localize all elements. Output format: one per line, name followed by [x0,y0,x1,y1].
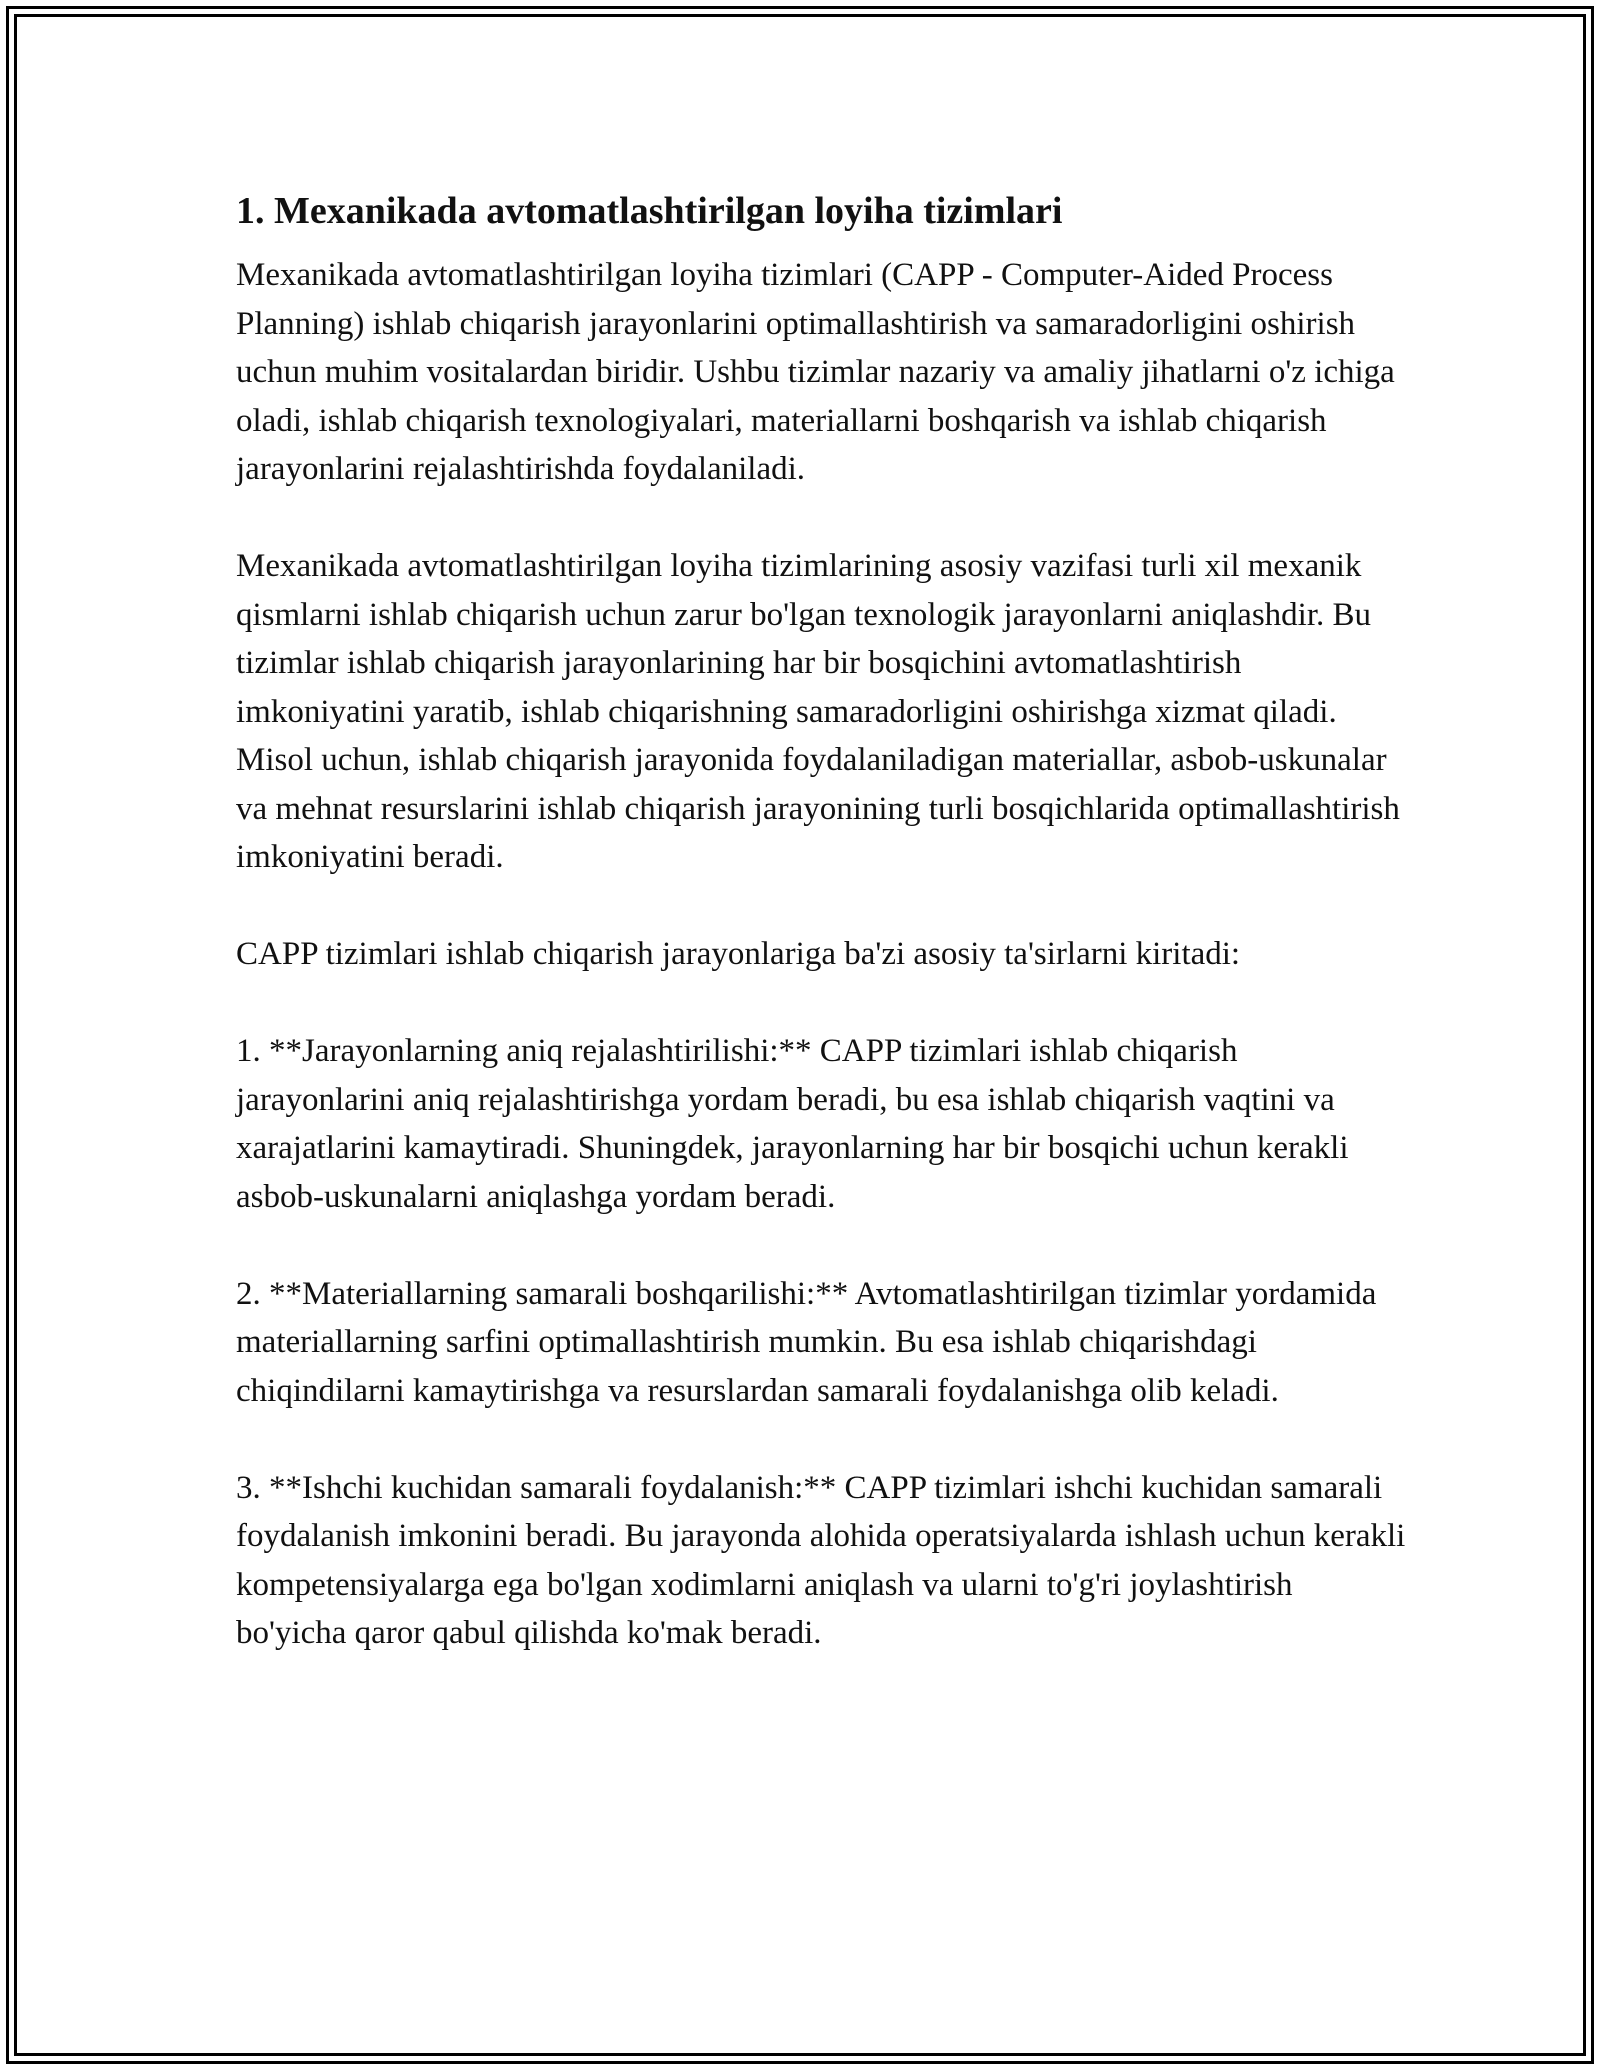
paragraph-main-task: Mexanikada avtomatlashtirilgan loyiha tizimlarining asosiy vazifasi turli xil mexanik qismlarni ishlab chiqarish uchun zarur bo'lgan texnologik jarayonlarni aniqlashdir. Bu tizimlar ishlab chiqarish jarayonlarining har bir bosqichini avtomatlashtirish imkoniyatini yaratib, ishlab chiqarishning samaradorligini oshirishga xizmat qiladi. Misol uchun, ishlab chiqarish jarayonida foydalaniladigan materiallar, asbob-uskunalar va mehnat resurslarini ishlab chiqarish jarayonining turli bosqichlarida optimallashtirish imkoniyatini beradi. [236,548,1400,875]
list-item-3: 3. **Ishchi kuchidan samarali foydalanish:** CAPP tizimlari ishchi kuchidan samarali foydalanish imkonini beradi. Bu jarayonda alohida operatsiyalarda ishlash uchun kerakli kompetensiyalarga ega bo'lgan xodimlarni aniqlash va ularni to'g'ri joylashtirish bo'yicha qaror qabul qilishda ko'mak beradi. [236,1469,1406,1651]
document-title: 1. Mexanikada avtomatlashtirilgan loyiha tizimlari [236,190,1063,232]
document-body [236,185,1406,1706]
paragraph-capp-effects-intro: CAPP tizimlari ishlab chiqarish jarayonlariga ba'zi asosiy ta'sirlarni kiritadi: [236,936,1241,972]
list-item-1: 1. **Jarayonlarning aniq rejalashtirilishi:** CAPP tizimlari ishlab chiqarish jarayonlarini aniq rejalashtirishga yordam beradi, bu esa ishlab chiqarish vaqtini va xarajatlarini kamaytiradi. Shuningdek, jarayonlarning har bir bosqichi uchun kerakli asbob-uskunalarni aniqlashga yordam beradi. [236,1033,1349,1215]
paragraph-intro: Mexanikada avtomatlashtirilgan loyiha tizimlari (CAPP - Computer-Aided Process Planning) ishlab chiqarish jarayonlarini optimallashtirish va samaradorligini oshirish uchun muhim vositalardan biridir. Ushbu tizimlar nazariy va amaliy jihatlarni o'z ichiga oladi, ishlab chiqarish texnologiyalari, materiallarni boshqarish va ishlab chiqarish jarayonlarini rejalashtirishda foydalaniladi. [236,257,1395,487]
list-item-2: 2. **Materiallarning samarali boshqarilishi:** Avtomatlashtirilgan tizimlar yordamida materiallarning sarfini optimallashtirish mumkin. Bu esa ishlab chiqarishdagi chiqindilarni kamaytirishga va resurslardan samarali foydalanishga olib keladi. [236,1275,1377,1409]
